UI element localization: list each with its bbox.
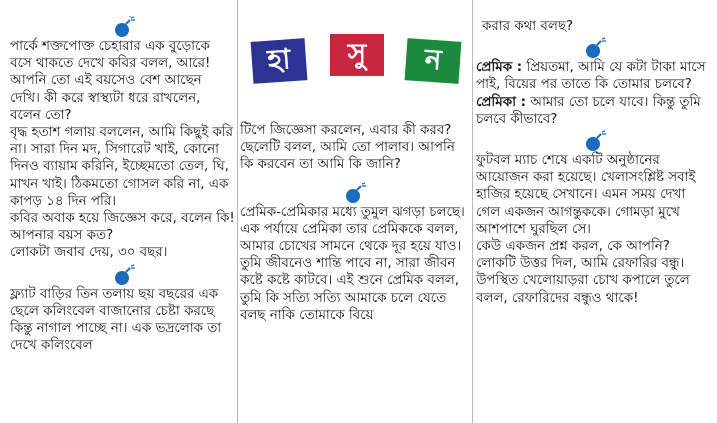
- bomb-icon: [341, 182, 367, 204]
- joke-paragraph: প্রেমিক-প্রেমিকার মধ্যে তুমুল ঝগড়া চলছে।: [240, 204, 465, 220]
- joke-paragraph: এক পর্যায়ে প্রেমিকা তার প্রেমিককে বলল, আমার চোখের সামনে থেকে দূর হয়ে যাও। তুমি জীবনেও শান্তি পাবে না, সারা জীবন কষ্টে কষ্টে কাটবে। এই শুনে প্রেমিক বলল, তুমি কি সত্যি সত্যি আমাকে চলে যেতে বলছ নাকি তোমাকে বিয়ে: [240, 221, 462, 323]
- joke-paragraph: ফুটবল ম্যাচ শেষে একটি অনুষ্ঠানের আয়োজন করা হয়েছে। খেলাসংশ্লিষ্ট সবাই হাজির হয়েছে সেখানে। এমন সময় দেখা গেল একজন আগন্তুককে। গোমড়া মুখে আশপাশে ঘুরছিল সে।: [476, 153, 696, 237]
- joke-paragraph: বৃদ্ধ হতাশ গলায় বললেন, আমি কিছুই করি না। সারা দিন মদ, সিগারেট খাই, কোনো দিনও ব্যায়াম করিনি, ইচ্ছেমতো তেল, ঘি, মাখন খাই। ঠিকমতো গোসল করি না, এক কাপড় ১৪ দিন পরি।: [10, 125, 233, 209]
- column-divider: [472, 0, 473, 423]
- column-1: [10, 0, 235, 354]
- masthead-logo: [246, 30, 468, 86]
- column-divider: [237, 0, 238, 423]
- joke-paragraph: লোকটা জবাব দেয়, ৩০ বছর।: [10, 245, 168, 261]
- bomb-icon: [581, 37, 607, 59]
- dialogue-text: আমার তো চলে যাবে। কিন্তু তুমি চলবে কীভাবে?: [476, 94, 701, 127]
- joke-paragraph: পার্কে শক্তপোক্ত চেহারার এক বুড়োকে বসে থাকতে দেখে কবির বলল, আরে! আপনি তো এই বয়সেও বেশ আছেন দেখি। কী করে স্বাস্থ্যটা ধরে রাখলেন, বলেন তো?: [10, 39, 211, 123]
- bomb-icon: [581, 130, 607, 152]
- bomb-icon: [110, 16, 136, 38]
- dialogue-text: প্রিয়তমা, আমি যে কটা টাকা মাসে পাই, বিয়ের পর তাতে কি তোমার চলবে?: [476, 60, 706, 93]
- masthead-letter: হা: [251, 38, 308, 84]
- dialogue-line: [476, 59, 712, 93]
- joke-paragraph: উপস্থিত খেলোয়াড়রা চোখ কপালে তুলে বলল, রেফারিদের বন্ধুও থাকে!: [476, 273, 690, 306]
- masthead-letter: ন: [405, 38, 462, 84]
- dialogue-line: [476, 94, 712, 128]
- joke-paragraph: কেউ একজন প্রশ্ন করল, কে আপনি?: [476, 239, 670, 255]
- joke-paragraph: কবির অবাক হয়ে জিজ্ঞেস করে, বলেন কি! আপনার বয়স কত?: [10, 211, 235, 244]
- column-2: [240, 122, 468, 324]
- speaker-label: প্রেমিকা :: [476, 94, 526, 110]
- joke-paragraph: লোকটি উত্তর দিল, আমি রেফারির বন্ধু।: [476, 256, 685, 272]
- joke-paragraph: টিপে জিজ্ঞেসা করলেন, এবার কী করব?: [240, 123, 452, 138]
- masthead-letter: সু: [330, 34, 384, 76]
- joke-paragraph: করার কথা বলছ?: [482, 19, 574, 34]
- column-3: [476, 18, 712, 307]
- speaker-label: প্রেমিক :: [476, 60, 523, 76]
- bomb-icon: [110, 264, 136, 286]
- joke-paragraph: ছেলেটি বলল, আমি তো পালাব। আপনি কি করবেন তা আমি কি জানি?: [240, 140, 455, 173]
- joke-paragraph: ফ্ল্যাট বাড়ির তিন তলায় ছয় বছরের এক ছেলে কলিংবেল বাজানোর চেষ্টা করছে কিন্তু নাগাল পাচ্ছে না। এক ভদ্রলোক তা দেখে কলিংবেল: [10, 286, 222, 354]
